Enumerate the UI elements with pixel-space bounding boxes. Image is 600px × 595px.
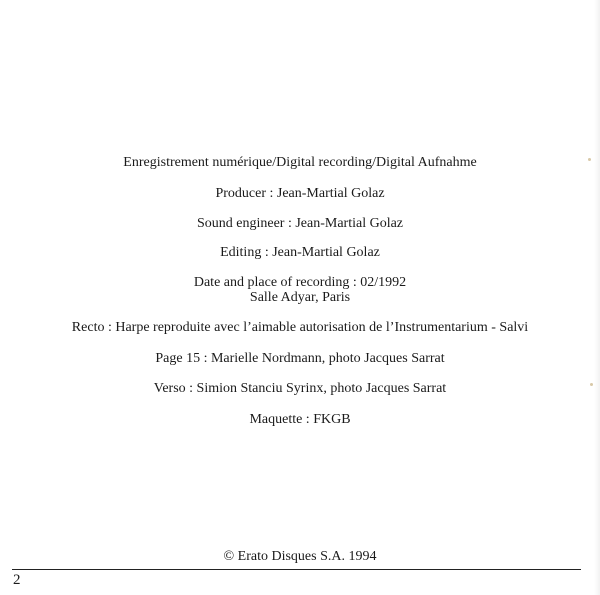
page-number: 2 [13,572,21,588]
footer-rule [12,569,581,570]
page15-credit-line: Page 15 : Marielle Nordmann, photo Jacques Sarrat [155,351,445,366]
recording-date-line: Date and place of recording : 02/1992 [193,275,407,290]
sound-engineer-line: Sound engineer : Jean-Martial Golaz [196,216,404,231]
paper-speck [588,158,591,161]
verso-credit-line: Verso : Simion Stanciu Syrinx, photo Jacques Sarrat [153,381,447,396]
page-edge-shadow [594,0,600,595]
recording-place-line: Salle Adyar, Paris [249,290,351,305]
paper-speck [590,383,593,386]
maquette-credit-line: Maquette : FKGB [249,412,351,427]
recto-credit-line: Recto : Harpe reproduite avec l’aimable autorisation de l’Instrumentarium - Salvi [71,320,529,335]
copyright-line: © Erato Disques S.A. 1994 [223,549,377,564]
producer-line: Producer : Jean-Martial Golaz [215,186,385,201]
editing-line: Editing : Jean-Martial Golaz [220,245,380,260]
recording-type-line: Enregistrement numérique/Digital recording/Digital Aufnahme [123,155,477,170]
